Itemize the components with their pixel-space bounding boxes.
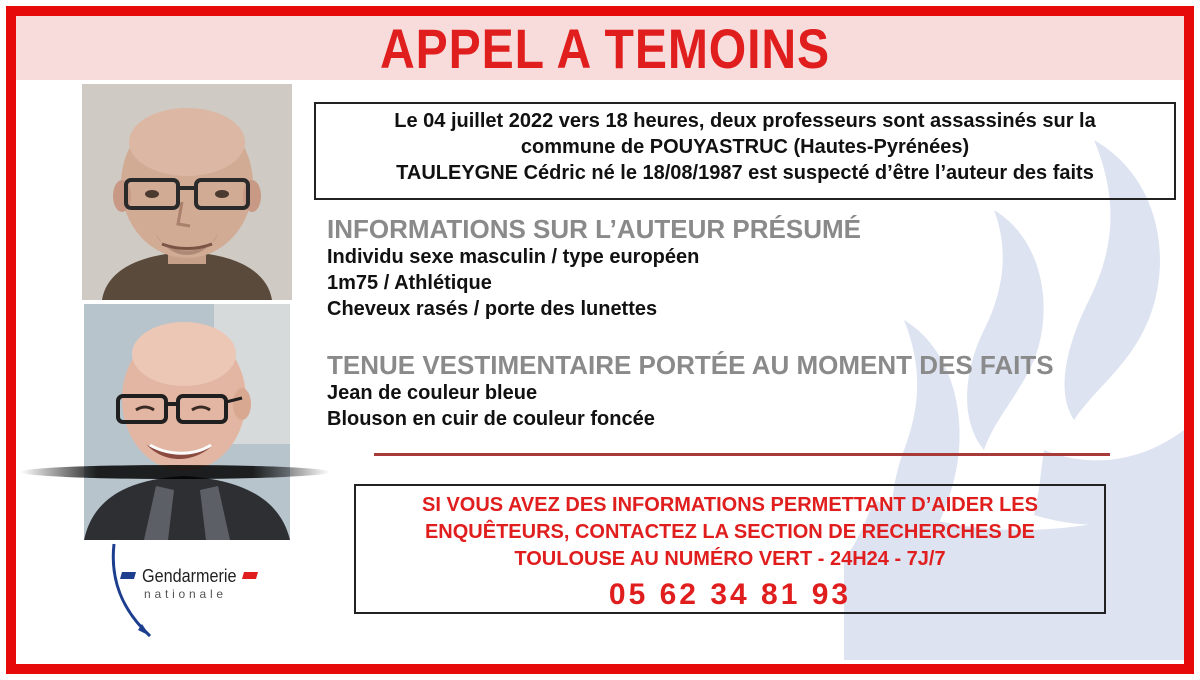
incident-line: commune de POUYASTRUC (Hautes-Pyrénées) bbox=[520, 136, 970, 158]
logo-subtitle: nationale bbox=[144, 587, 227, 601]
incident-summary-box bbox=[314, 102, 1176, 200]
section-item: Blouson en cuir de couleur foncée bbox=[327, 408, 655, 430]
section-item: Cheveux rasés / porte des lunettes bbox=[327, 298, 658, 320]
section-title: INFORMATIONS SUR L’AUTEUR PRÉSUMÉ bbox=[327, 214, 861, 244]
contact-box bbox=[354, 484, 1106, 614]
photo-shadow-decoration bbox=[20, 460, 330, 484]
clothing-section bbox=[327, 350, 1054, 432]
section-item: 1m75 / Athlétique bbox=[327, 272, 492, 294]
contact-line: SI VOUS AVEZ DES INFORMATIONS PERMETTANT D’AIDER LES bbox=[422, 494, 1038, 516]
flag-blue-icon bbox=[120, 572, 136, 579]
section-item: Jean de couleur bleue bbox=[327, 382, 538, 404]
contact-line: TOULOUSE AU NUMÉRO VERT - 24H24 - 7J/7 bbox=[514, 548, 946, 570]
section-title: TENUE VESTIMENTAIRE PORTÉE AU MOMENT DES FAITS bbox=[327, 350, 1054, 380]
suspect-photo-portrait bbox=[82, 84, 292, 300]
divider-line bbox=[374, 453, 1110, 456]
incident-line: TAULEYGNE Cédric né le 18/08/1987 est suspecté d’être l’auteur des faits bbox=[396, 162, 1094, 184]
logo-name: Gendarmerie bbox=[142, 566, 237, 586]
flag-red-icon bbox=[242, 572, 258, 579]
suspect-photo-smiling bbox=[84, 304, 290, 540]
phone-number[interactable]: 05 62 34 81 93 bbox=[608, 578, 852, 611]
contact-line: ENQUÊTEURS, CONTACTEZ LA SECTION DE RECHERCHES DE bbox=[424, 521, 1036, 543]
suspect-info-section bbox=[327, 214, 861, 322]
section-item: Individu sexe masculin / type européen bbox=[327, 246, 700, 268]
poster-title: APPEL A TEMOINS bbox=[380, 17, 830, 80]
incident-line: Le 04 juillet 2022 vers 18 heures, deux professeurs sont assassinés sur la bbox=[394, 110, 1096, 132]
